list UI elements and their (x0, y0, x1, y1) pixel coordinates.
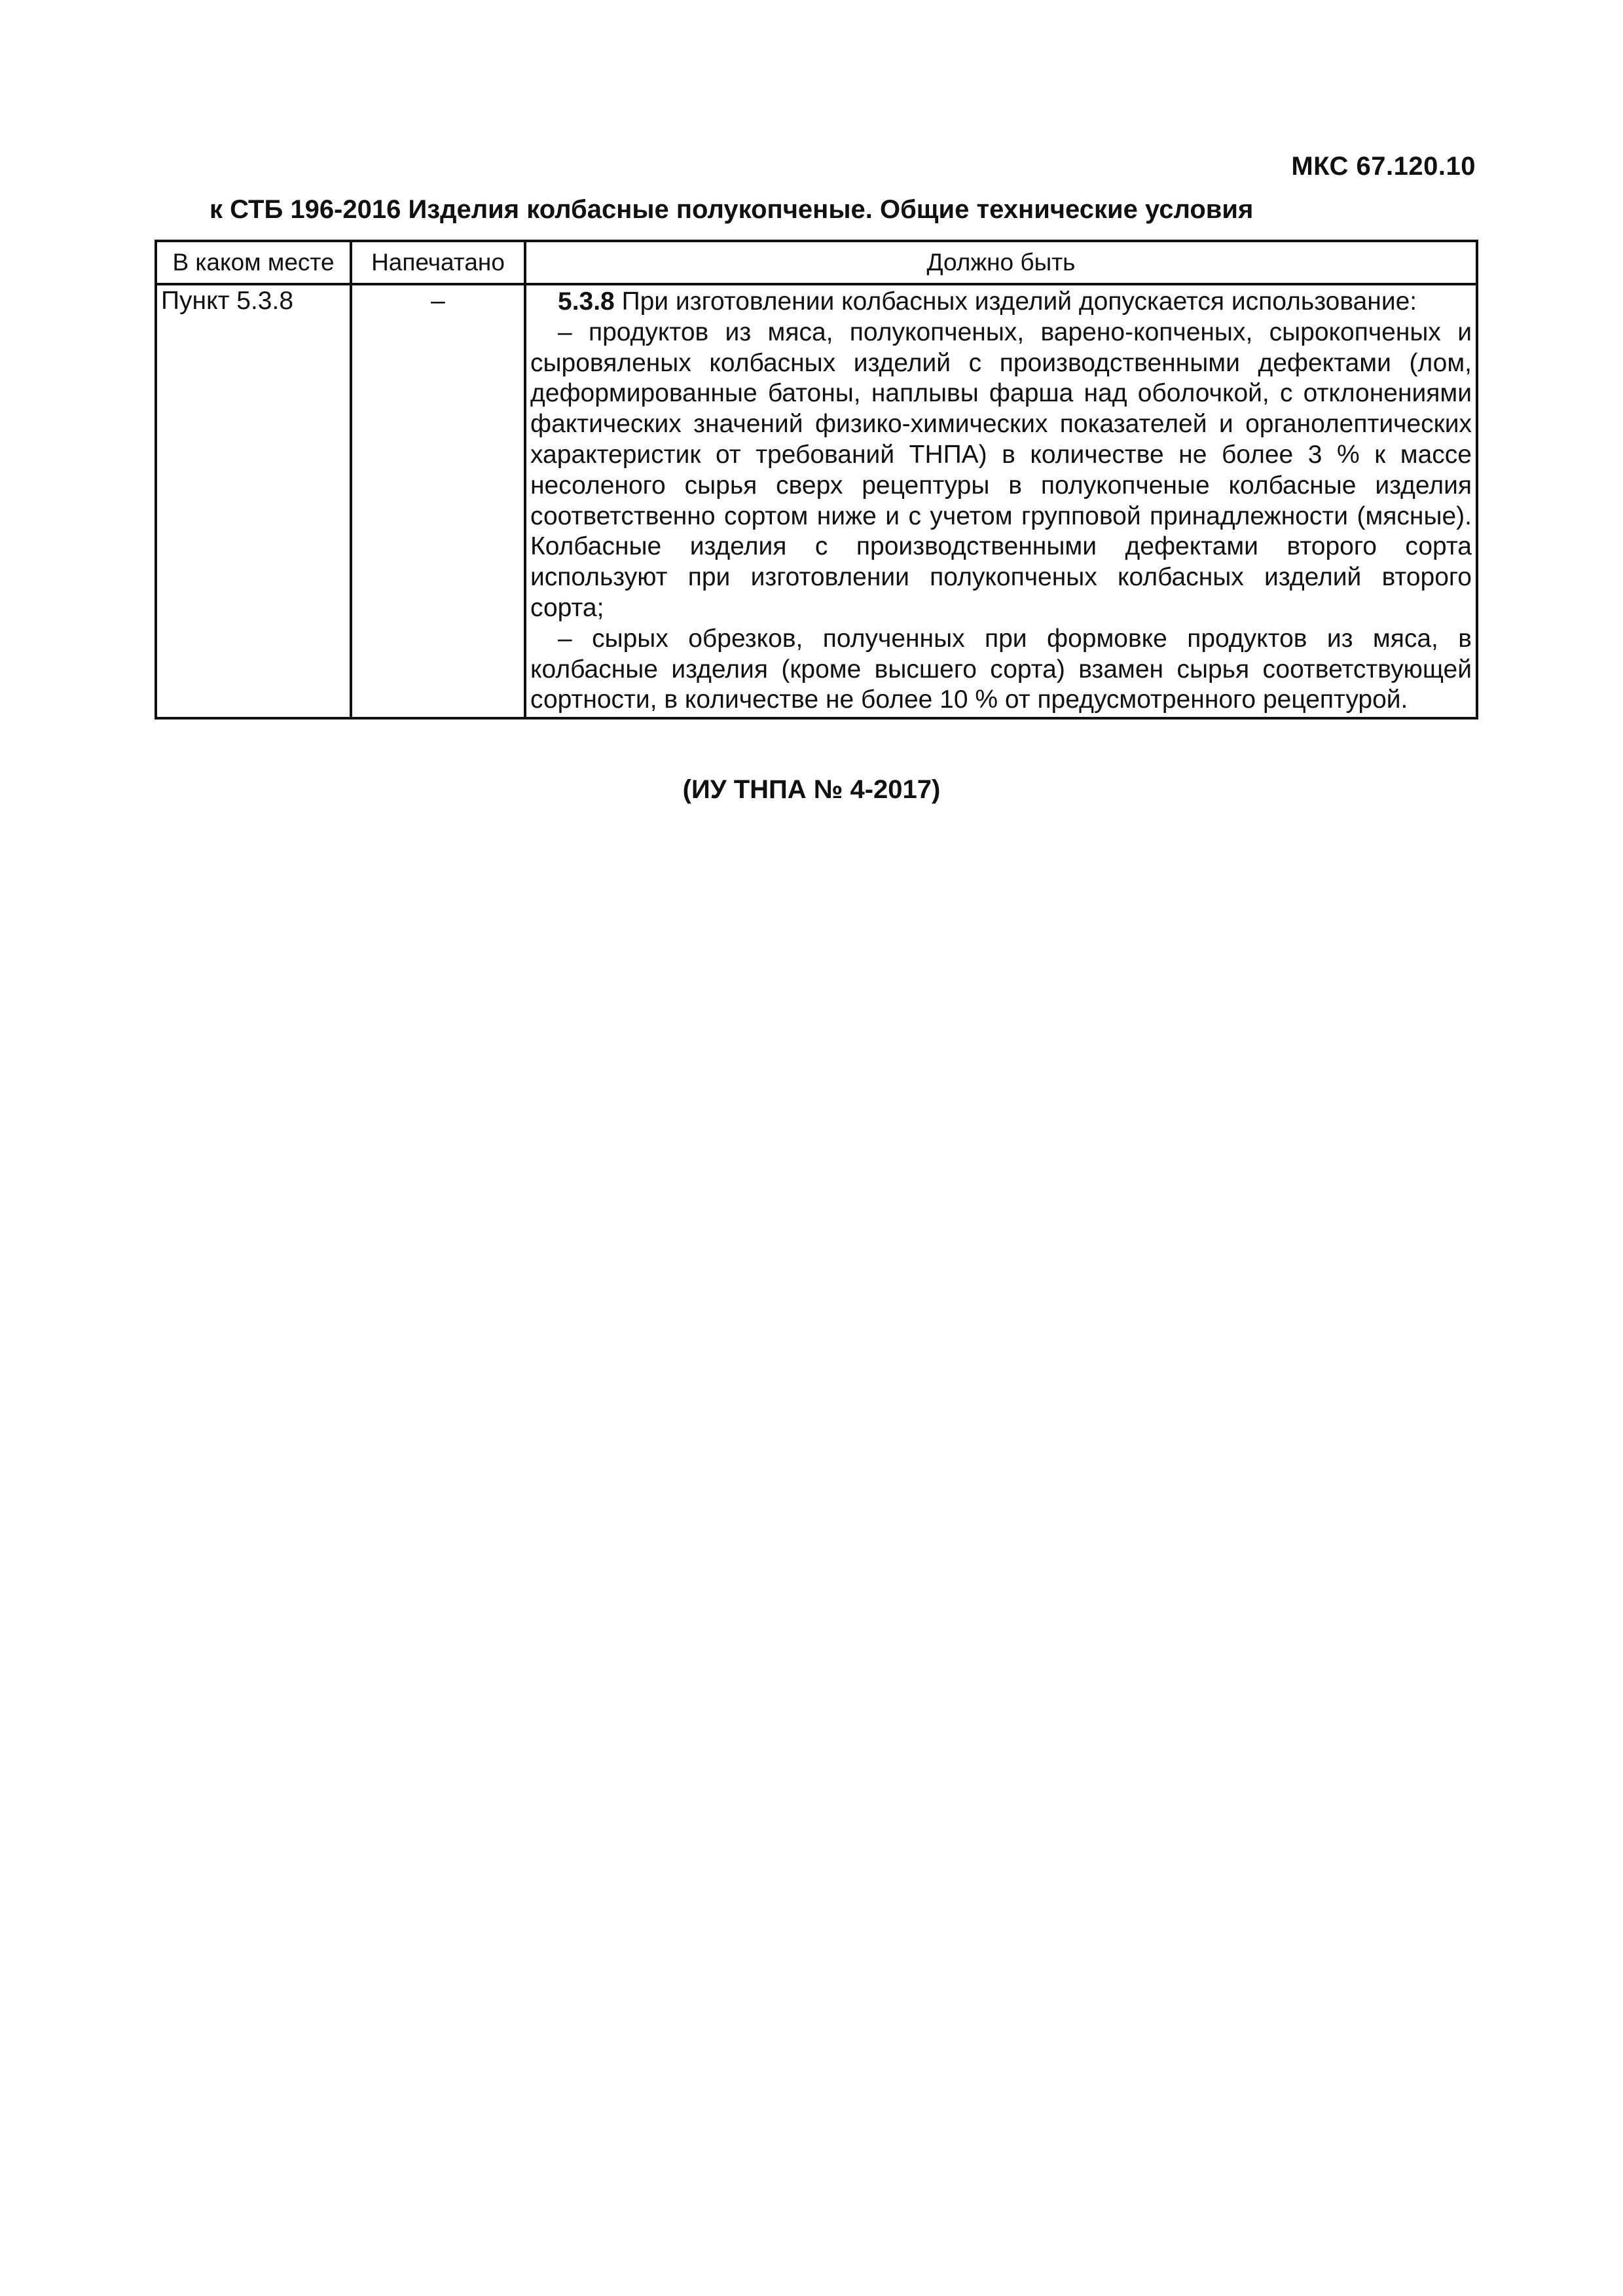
cell-should-be (525, 284, 1477, 718)
clause-intro-paragraph (530, 287, 1472, 318)
mks-code: МКС 67.120.10 (1291, 152, 1476, 181)
table-header-row (156, 241, 1477, 284)
cell-place: Пункт 5.3.8 (156, 284, 351, 718)
clause-intro-text: При изготовлении колбасных изделий допускается использование: (614, 287, 1417, 316)
clause-item-2: – сырых обрезков, полученных при формовке продуктов из мяса, в колбасные изделия (кроме высшего сорта) взамен сырья соответствующей сортности, в количестве не более 10 % от предусмотренного рецептурой. (530, 624, 1472, 714)
column-header-place: В каком месте (156, 241, 351, 284)
amendment-table (155, 240, 1478, 720)
clause-number: 5.3.8 (558, 287, 615, 316)
clause-item-1: – продуктов из мяса, полукопченых, варено-копченых, сырокопченых и сыровяленых колбасных изделий с производственными дефектами (лом, деформированные батоны, наплывы фарша над оболочкой, с отклонениями фактических значений физико-химических показателей и органолептических характеристик от требований ТНПА) в количестве не более 3 % к массе несоленого сырья сверх рецептуры в полукопченые колбасные изделия соответственно сортом ниже и с учетом групповой принадлежности (мясные). Колбасные изделия с производственными дефектами второго сорта используют при изготовлении полукопченых колбасных изделий второго сорта; (530, 318, 1472, 622)
column-header-should-be: Должно быть (525, 241, 1477, 284)
table-row (156, 284, 1477, 718)
amendment-reference: (ИУ ТНПА № 4-2017) (682, 775, 941, 804)
document-title: к СТБ 196-2016 Изделия колбасные полукопченые. Общие технические условия (210, 195, 1254, 224)
cell-printed: – (351, 284, 525, 718)
column-header-printed: Напечатано (351, 241, 525, 284)
